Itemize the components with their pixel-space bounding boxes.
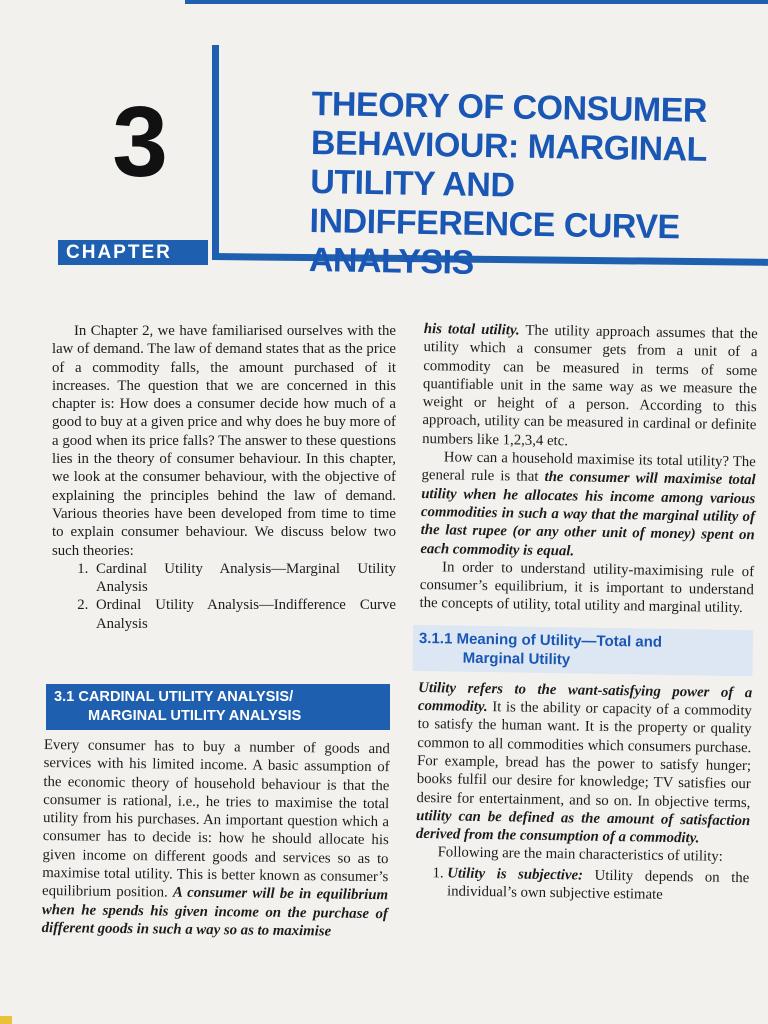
emphasis-text: his total utility. (423, 320, 520, 339)
continuation-paragraph (422, 320, 758, 453)
chapter-number: 3 (112, 86, 168, 198)
emphasis-text: Utility is subjective: (447, 865, 584, 884)
characteristics-list (415, 864, 750, 906)
rule-paragraph (420, 448, 756, 563)
equilibrium-paragraph: In order to understand utility-maximising rule of consumer’s equilibrium, it is important to understand the concepts of utility, total utility and marginal utility. (419, 559, 755, 617)
characteristics-intro: Following are the main characteristics of utility: (437, 844, 723, 866)
title-vertical-bar (212, 45, 219, 260)
subsection-heading-line: 3.1.1 Meaning of Utility—Total and (418, 629, 663, 651)
paragraph-text: The utility approach assumes that the utility which a consumer gets from a unit of a commodity can be measured in terms of some quantifiable unit in the same way as we measure the weight or height of a person. According to this approach, utility can be measured in cardinal or definite numbers like 1,2,3,4 etc. (422, 322, 758, 450)
chapter-title: THEORY OF CONSUMER BEHAVIOUR: MARGINAL UTILITY AND INDIFFERENCE CURVE ANALYSIS (308, 85, 708, 282)
page-corner-mark (0, 1016, 12, 1024)
subsection-heading-line: Marginal Utility (462, 649, 571, 669)
theories-list (52, 560, 396, 633)
emphasis-text: utility can be defined as the amount of satisfaction derived from the consumption of a commodity. (415, 807, 751, 847)
section-heading-line: MARGINAL UTILITY ANALYSIS (88, 708, 302, 724)
emphasis-text: A consumer will be in equilibrium when he spends his given income on the purchase of different goods in such a way so as to maximise (41, 884, 389, 940)
right-column (415, 320, 758, 905)
paragraph-text: How can a household maximise its total utility? The general rule is that (421, 449, 756, 486)
emphasis-text: Utility refers to the want-satisfying power of a commodity. (417, 679, 753, 716)
left-column-section (42, 736, 390, 941)
left-column-intro (52, 322, 396, 633)
paragraph-text: Utility depends on the individual’s own subjective estimate (446, 867, 750, 903)
paragraph-text: It is the ability or capacity of a commodity to satisfy the human want. It is the property or quality common to all commodities which consumers purchase. For example, bread has the power to satisfy hunger; books fulfil our desire for knowledge; TV satisfies our desire for entertainment, and so on. In objective terms, (416, 699, 753, 811)
utility-definition-paragraph (416, 679, 753, 849)
section-3-1-heading (46, 684, 390, 730)
section-3-1-1-heading (412, 625, 753, 676)
chapter-label: CHAPTER (58, 240, 208, 265)
list-item: 2. Ordinal Utility Analysis—Indifference Curve Analysis (92, 596, 396, 633)
list-item: 1. Cardinal Utility Analysis—Marginal Utility Analysis (92, 560, 396, 597)
section-3-1-paragraph (42, 736, 390, 941)
section-heading-line: 3.1 CARDINAL UTILITY ANALYSIS/ (54, 689, 294, 705)
list-item (447, 864, 750, 905)
emphasis-text: the consumer will maximise total utility when he allocates his income among various commodities in such a way that the marginal utility of the last rupee (or any other unit of money) spent on each commodity is equal. (420, 469, 756, 559)
intro-paragraph: In Chapter 2, we have familiarised ourselves with the law of demand. The law of demand states that as the price of a commodity falls, the amount purchased of it increases. The question that we are concerned in this chapter is: How does a consumer decide how much of a good to buy at a given price and why does he buy more of a good when its price falls? The answer to these questions lies in the theory of consumer behaviour. In this chapter, we look at the consumer behaviour, with the objective of explaining the principles behind the law of demand. Various theories have been developed from time to time to explain consumer behaviour. We discuss below two such theories: (52, 323, 396, 559)
paragraph-text: Every consumer has to buy a number of goods and services with his limited income. A basic assumption of the economic theory of household behaviour is that the consumer is rational, i.e., he tries to maximise the total utility from his purchases. An important question which a consumer has to decide is: how he should allocate his given income on different goods and services so as to maximise total utility. This is better known as consumer’s equilibrium position. (42, 736, 390, 901)
top-rule (185, 0, 768, 4)
